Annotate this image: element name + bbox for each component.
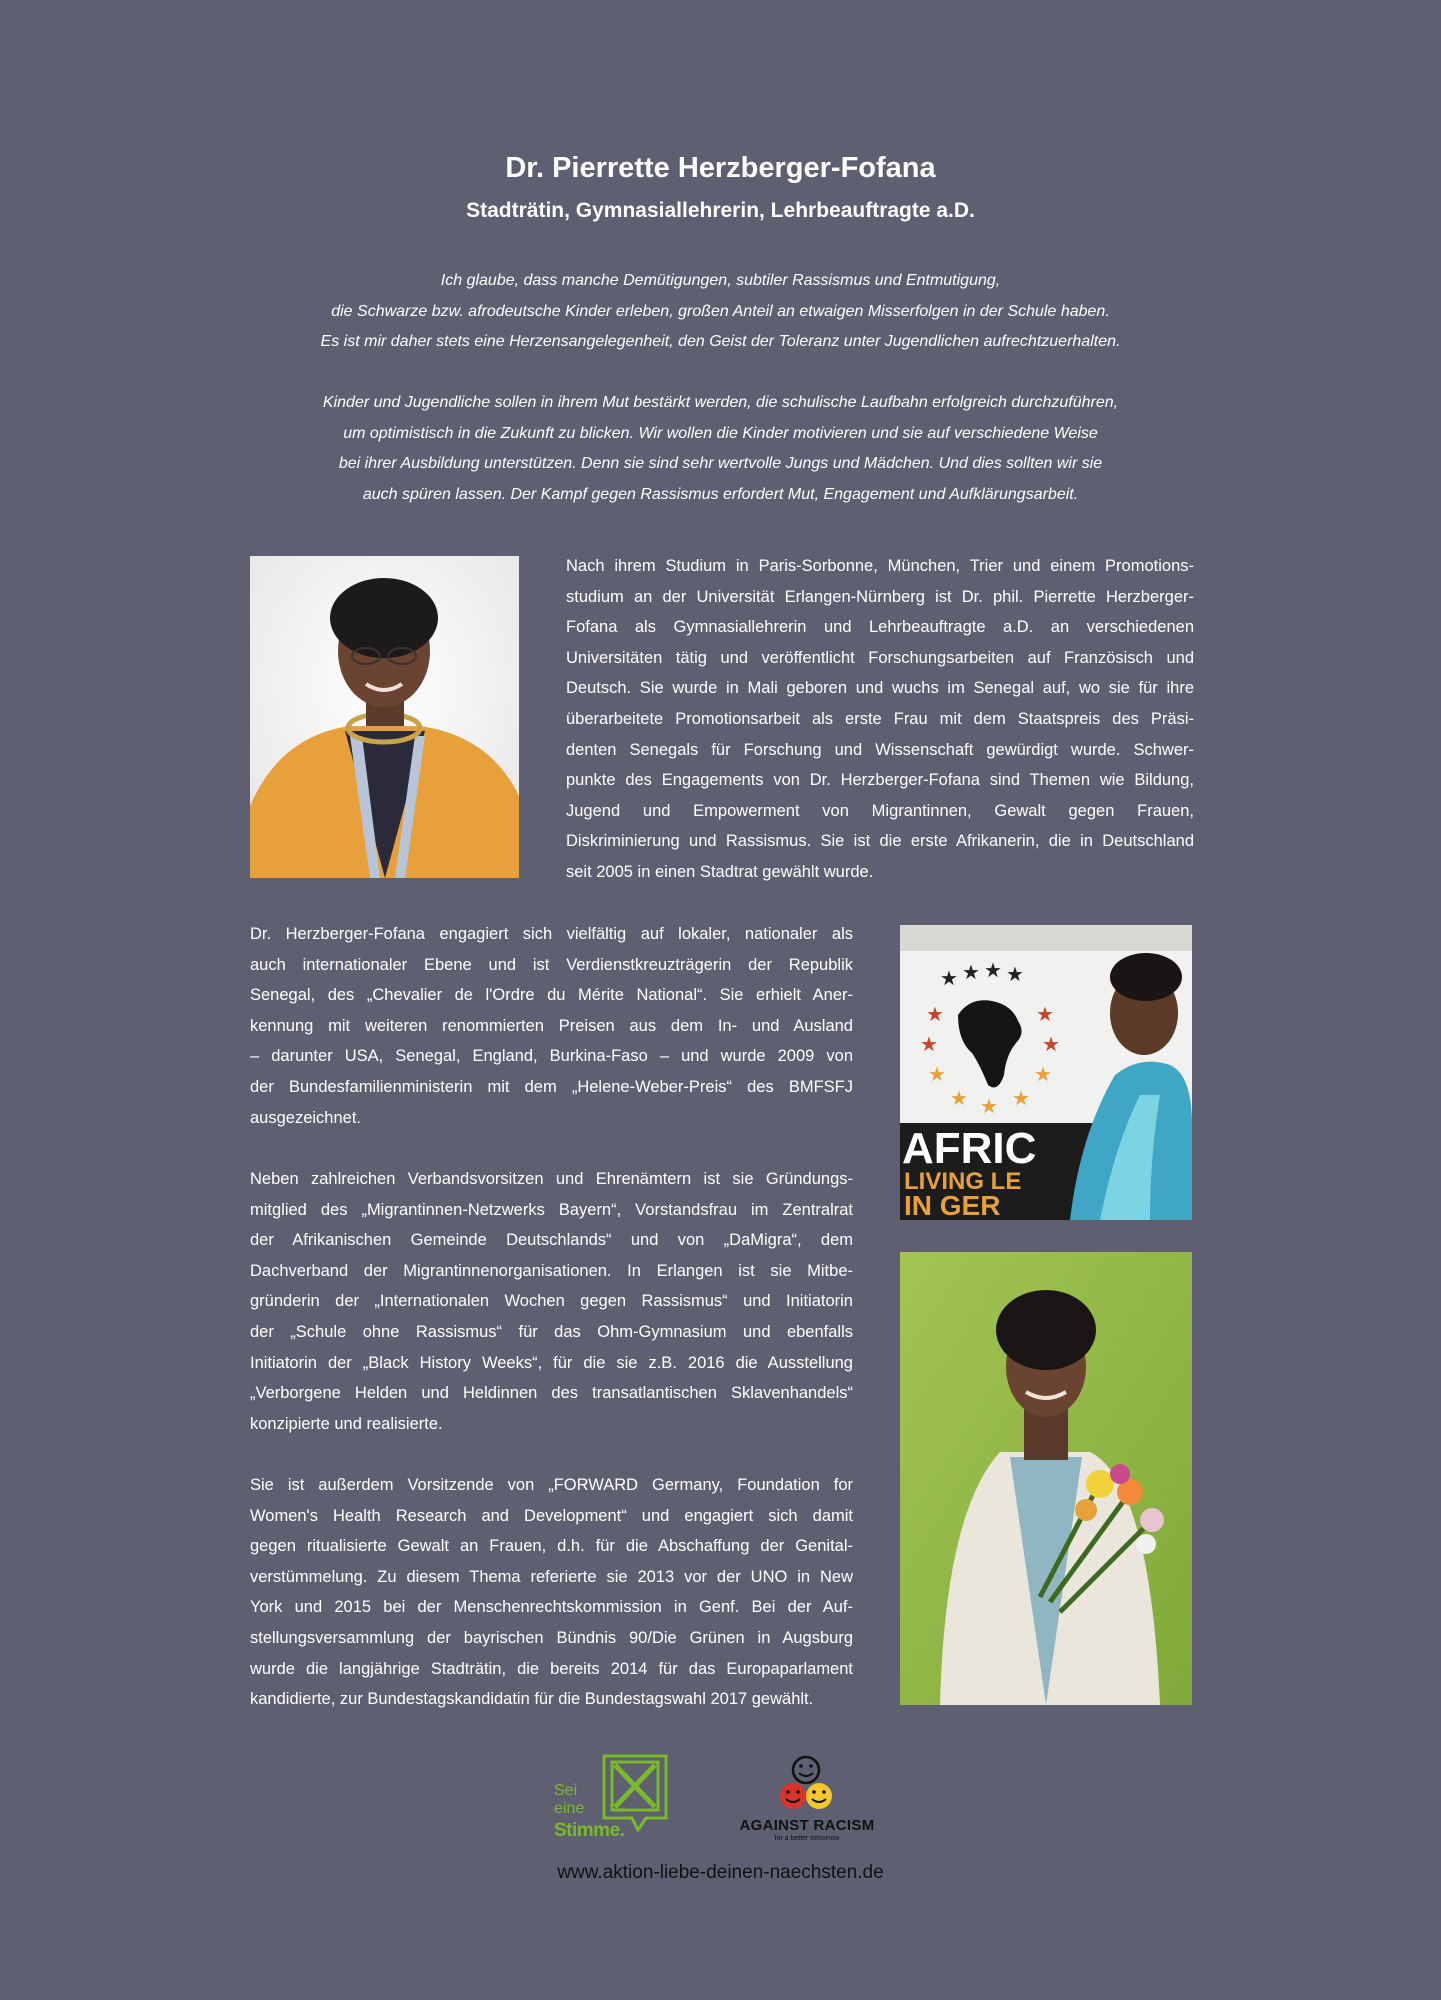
svg-text:★: ★ xyxy=(1012,1088,1030,1110)
text-line: Women's Health Research and Development“ und engagiert sich damit xyxy=(250,1506,853,1525)
text-line: Jugend und Empowerment von Migrantinnen, Gewalt gegen Frauen, xyxy=(566,801,1194,820)
quote-line: Ich glaube, dass manche Demütigungen, subtiler Rassismus und Entmutigung, xyxy=(440,272,1001,289)
text-line: Deutsch. Sie wurde in Mali geboren und wuchs im Senegal auf, wo sie für ihre xyxy=(566,679,1194,698)
quote-line: Es ist mir daher stets eine Herzensangelegenheit, den Geist der Toleranz unter Jugendlichen aufrechtzuerhalten. xyxy=(320,333,1121,350)
smiley-faces-icon xyxy=(722,1754,892,1814)
text-line: der „Schule ohne Rassismus“ für das Ohm-Gymnasium und ebenfalls xyxy=(250,1322,853,1341)
svg-text:★: ★ xyxy=(928,1064,946,1086)
text-line: auch internationaler Ebene und ist Verdienstkreuzträgerin der Republik xyxy=(250,955,853,974)
banner-text: AFRIC xyxy=(902,1124,1037,1173)
text-line: stellungsversammlung der bayrischen Bündnis 90/Die Grünen in Augsburg xyxy=(250,1628,853,1647)
svg-text:★: ★ xyxy=(940,968,958,990)
text-line: gegen ritualisierte Gewalt an Frauen, d.h. für die Abschaffung der Genital- xyxy=(250,1537,853,1556)
flowers-photo xyxy=(900,1252,1192,1705)
portrait-photo xyxy=(250,556,519,878)
quote-line: bei ihrer Ausbildung unterstützen. Denn sie sind sehr wertvolle Jungs und Mädchen. Und dies sollten wir sie xyxy=(338,455,1103,472)
svg-text:★: ★ xyxy=(984,960,1002,982)
text-line: konzipierte und realisierte. xyxy=(250,1414,443,1433)
logo-text-sei: Sei xyxy=(554,1782,578,1799)
text-line: denten Senegals für Forschung und Wissenschaft gewürdigt wurde. Schwer- xyxy=(566,740,1194,759)
text-line: punkte des Engagements von Dr. Herzberger-Fofana sind Themen wie Bildung, xyxy=(566,771,1194,790)
text-line: wurde die langjährige Stadträtin, die bereits 2014 für das Europaparlament xyxy=(250,1659,853,1678)
quote-line: die Schwarze bzw. afrodeutsche Kinder erleben, großen Anteil an etwaigen Misserfolgen in der Schule haben. xyxy=(331,302,1110,320)
banner-text: IN GER xyxy=(904,1190,1001,1220)
logo-tagline: for a better tomorrow xyxy=(774,1835,840,1842)
bio-paragraph-1 xyxy=(566,551,1194,888)
text-line: der Afrikanischen Gemeinde Deutschlands“ und von „DaMigra“, dem xyxy=(250,1231,853,1250)
svg-text:★: ★ xyxy=(980,1096,998,1118)
sei-eine-stimme-logo xyxy=(552,1754,670,1846)
svg-text:★: ★ xyxy=(1036,1004,1054,1026)
quote-paragraph-1 xyxy=(200,266,1241,358)
text-line: mitglied des „Migrantinnen-Netzwerks Bayern“, Vorstandsfrau im Zentralrat xyxy=(250,1200,853,1219)
text-line: Dr. Herzberger-Fofana engagiert sich vielfältig auf lokaler, nationaler als xyxy=(250,925,853,943)
text-line: verstümmelung. Zu diesem Thema referierte sie 2013 vor der UNO in New xyxy=(250,1567,853,1586)
africa-banner-photo xyxy=(900,925,1192,1220)
svg-text:★: ★ xyxy=(920,1034,938,1056)
text-line: Universitäten tätig und veröffentlicht Forschungsarbeiten auf Französisch und xyxy=(566,648,1194,667)
text-line: „Verborgene Helden und Heldinnen des transatlantischen Sklavenhandels“ xyxy=(250,1384,853,1403)
svg-text:★: ★ xyxy=(926,1004,944,1026)
text-line: kennung mit weiteren renommierten Preisen aus dem In- und Ausland xyxy=(250,1016,853,1035)
svg-text:★: ★ xyxy=(1006,964,1024,986)
text-line: studium an der Universität Erlangen-Nürnberg ist Dr. phil. Pierrette Herzberger- xyxy=(566,587,1194,606)
text-line: Senegal, des „Chevalier de l'Ordre du Mérite National“. Sie erhielt Aner- xyxy=(250,986,853,1005)
bio-paragraph-3 xyxy=(250,1164,853,1439)
text-line: Initiatorin der „Black History Weeks“, für die sie z.B. 2016 die Ausstellung xyxy=(250,1353,853,1372)
logo-text-stimme: Stimme. xyxy=(554,1820,625,1841)
page-subtitle: Stadträtin, Gymnasiallehrerin, Lehrbeauftragte a.D. xyxy=(466,199,975,222)
svg-text:★: ★ xyxy=(950,1088,968,1110)
text-line: kandidierte, zur Bundestagskandidatin für die Bundestagswahl 2017 gewählt. xyxy=(250,1690,814,1709)
text-line: gründerin der „Internationalen Wochen gegen Rassismus“ und Initiatorin xyxy=(250,1292,853,1311)
text-line: der Bundesfamilienministerin mit dem „Helene-Weber-Preis“ des BMFSFJ xyxy=(250,1077,853,1096)
banner-text: LIVING LE xyxy=(904,1168,1022,1195)
logo-text-eine: eine xyxy=(554,1800,585,1817)
bio-paragraph-2 xyxy=(250,919,853,1133)
text-line: Diskriminierung und Rassismus. Sie ist die erste Afrikanerin, die in Deutschland xyxy=(566,832,1194,851)
text-line: seit 2005 in einen Stadtrat gewählt wurde. xyxy=(566,862,874,881)
page-title: Dr. Pierrette Herzberger-Fofana xyxy=(505,152,936,184)
text-line: – darunter USA, Senegal, England, Burkina-Faso – und wurde 2009 von xyxy=(250,1047,853,1066)
text-line: Neben zahlreichen Verbandsvorsitzen und Ehrenämtern ist sie Gründungs- xyxy=(250,1170,853,1188)
svg-text:★: ★ xyxy=(962,962,980,984)
website-url: www.aktion-liebe-deinen-naechsten.de xyxy=(557,1862,884,1883)
text-line: Fofana als Gymnasiallehrerin und Lehrbeauftragte a.D. an verschiedenen xyxy=(566,618,1194,637)
text-line: ausgezeichnet. xyxy=(250,1108,361,1127)
quote-line: Kinder und Jugendliche sollen in ihrem Mut bestärkt werden, die schulische Laufbahn erfolgreich durchzuführen, xyxy=(322,394,1119,411)
quote-line: auch spüren lassen. Der Kampf gegen Rassismus erfordert Mut, Engagement und Aufklärungsarbeit. xyxy=(362,485,1079,503)
logo-text-against-racism: AGAINST RACISM xyxy=(739,1817,875,1834)
text-line: York und 2015 bei der Menschenrechtskommission in Genf. Bei der Auf- xyxy=(250,1598,853,1617)
text-line: Nach ihrem Studium in Paris-Sorbonne, München, Trier und einem Promotions- xyxy=(566,557,1194,575)
against-racism-logo xyxy=(722,1754,892,1846)
text-line: überarbeitete Promotionsarbeit als erste Frau mit dem Staatspreis des Präsi- xyxy=(566,709,1194,728)
bio-paragraph-4 xyxy=(250,1470,853,1715)
quote-line: um optimistisch in die Zukunft zu blicken. Wir wollen die Kinder motivieren und sie auf verschiedene Weise xyxy=(343,424,1098,442)
svg-text:★: ★ xyxy=(1042,1034,1060,1056)
text-line: Dachverband der Migrantinnenorganisationen. In Erlangen ist sie Mitbe- xyxy=(250,1261,853,1280)
quote-paragraph-2 xyxy=(200,388,1241,510)
svg-text:★: ★ xyxy=(1034,1064,1052,1086)
text-line: Sie ist außerdem Vorsitzende von „FORWARD Germany, Foundation for xyxy=(250,1476,853,1494)
